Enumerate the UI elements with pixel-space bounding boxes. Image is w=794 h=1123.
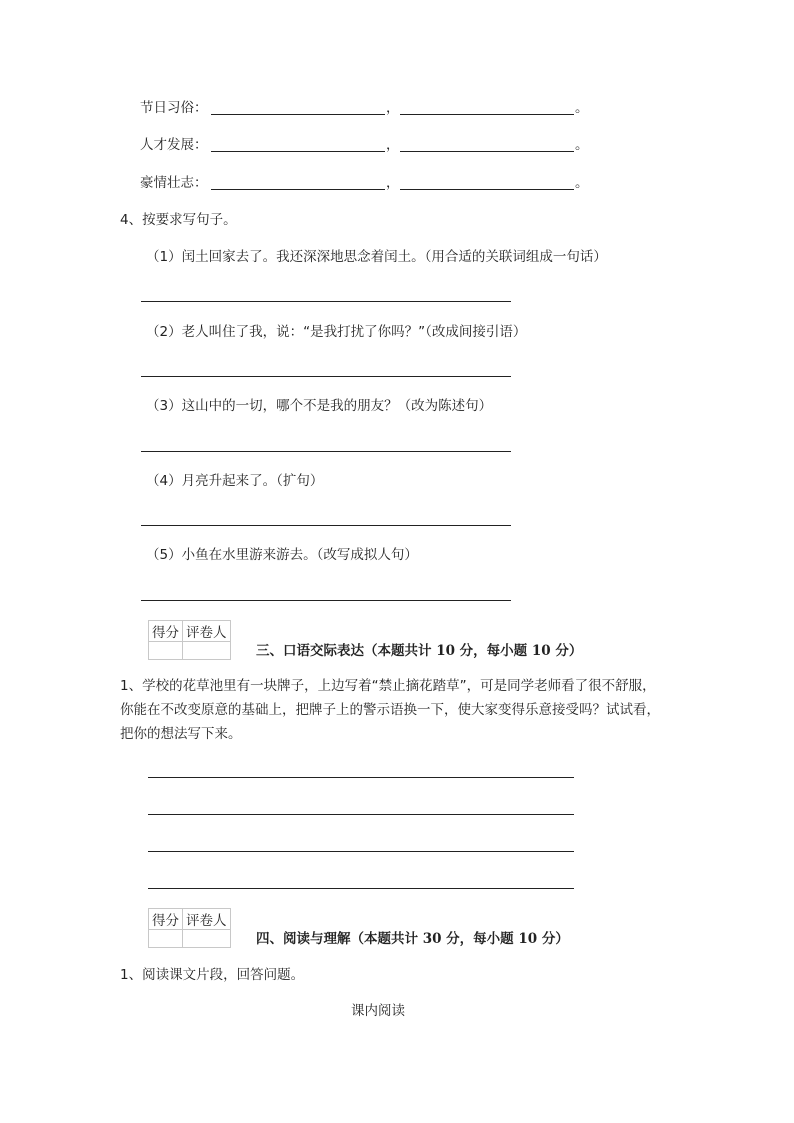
answer-blank[interactable] xyxy=(400,114,574,115)
fill-row-label: 节日习俗： xyxy=(140,100,208,116)
answer-line[interactable] xyxy=(148,888,574,889)
question-4-title: 4、按要求写句子。 xyxy=(120,212,237,228)
fill-row-comma: ， xyxy=(386,100,400,116)
score-box xyxy=(148,908,231,948)
answer-blank[interactable] xyxy=(211,189,385,190)
fill-row-comma: ， xyxy=(386,137,400,153)
answer-line[interactable] xyxy=(141,525,511,526)
answer-line[interactable] xyxy=(141,451,511,452)
answer-blank[interactable] xyxy=(211,114,385,115)
score-cell[interactable] xyxy=(149,930,183,948)
section-4-question: 1、阅读课文片段，回答问题。 xyxy=(120,967,305,983)
answer-line[interactable] xyxy=(148,814,574,815)
section-3-question-line: 1、学校的花草池里有一块牌子，上边写着“禁止摘花踏草”，可是同学老师看了很不舒服， xyxy=(120,678,656,694)
score-label: 得分 xyxy=(149,909,183,930)
score-cell[interactable] xyxy=(149,642,183,660)
reviewer-label: 评卷人 xyxy=(183,909,231,930)
reading-subtitle: 课内阅读 xyxy=(351,1003,405,1019)
section-3-question-line: 把你的想法写下来。 xyxy=(120,726,242,742)
fill-row-end: 。 xyxy=(575,137,589,153)
answer-blank[interactable] xyxy=(211,151,385,152)
fill-row-end: 。 xyxy=(575,100,589,116)
reviewer-label: 评卷人 xyxy=(183,621,231,642)
question-4-item: （1）闰土回家去了。我还深深地思念着闰土。（用合适的关联词组成一句话） xyxy=(146,249,607,265)
answer-line[interactable] xyxy=(148,851,574,852)
question-4-item: （5）小鱼在水里游来游去。（改写成拟人句） xyxy=(146,547,418,563)
answer-line[interactable] xyxy=(141,301,511,302)
reviewer-cell[interactable] xyxy=(183,642,231,660)
answer-line[interactable] xyxy=(148,777,574,778)
fill-row-comma: ， xyxy=(386,175,400,191)
section-3-question-line: 你能在不改变原意的基础上，把牌子上的警示语换一下，使大家变得乐意接受吗？试试看， xyxy=(120,702,660,718)
question-4-item: （2）老人叫住了我，说：“是我打扰了你吗？”（改成间接引语） xyxy=(146,324,527,340)
section-4-title: 四、阅读与理解（本题共计 30 分，每小题 10 分） xyxy=(256,931,569,947)
question-4-item: （3）这山中的一切，哪个不是我的朋友？（改为陈述句） xyxy=(146,398,493,414)
answer-line[interactable] xyxy=(141,600,511,601)
answer-line[interactable] xyxy=(141,376,511,377)
section-3-title: 三、口语交际表达（本题共计 10 分，每小题 10 分） xyxy=(256,643,583,659)
score-box xyxy=(148,620,231,660)
question-4-item: （4）月亮升起来了。（扩句） xyxy=(146,473,324,489)
fill-row-label: 人才发展： xyxy=(140,137,208,153)
score-label: 得分 xyxy=(149,621,183,642)
answer-blank[interactable] xyxy=(400,151,574,152)
fill-row-end: 。 xyxy=(575,175,589,191)
fill-row-label: 豪情壮志： xyxy=(140,175,208,191)
reviewer-cell[interactable] xyxy=(183,930,231,948)
answer-blank[interactable] xyxy=(400,189,574,190)
